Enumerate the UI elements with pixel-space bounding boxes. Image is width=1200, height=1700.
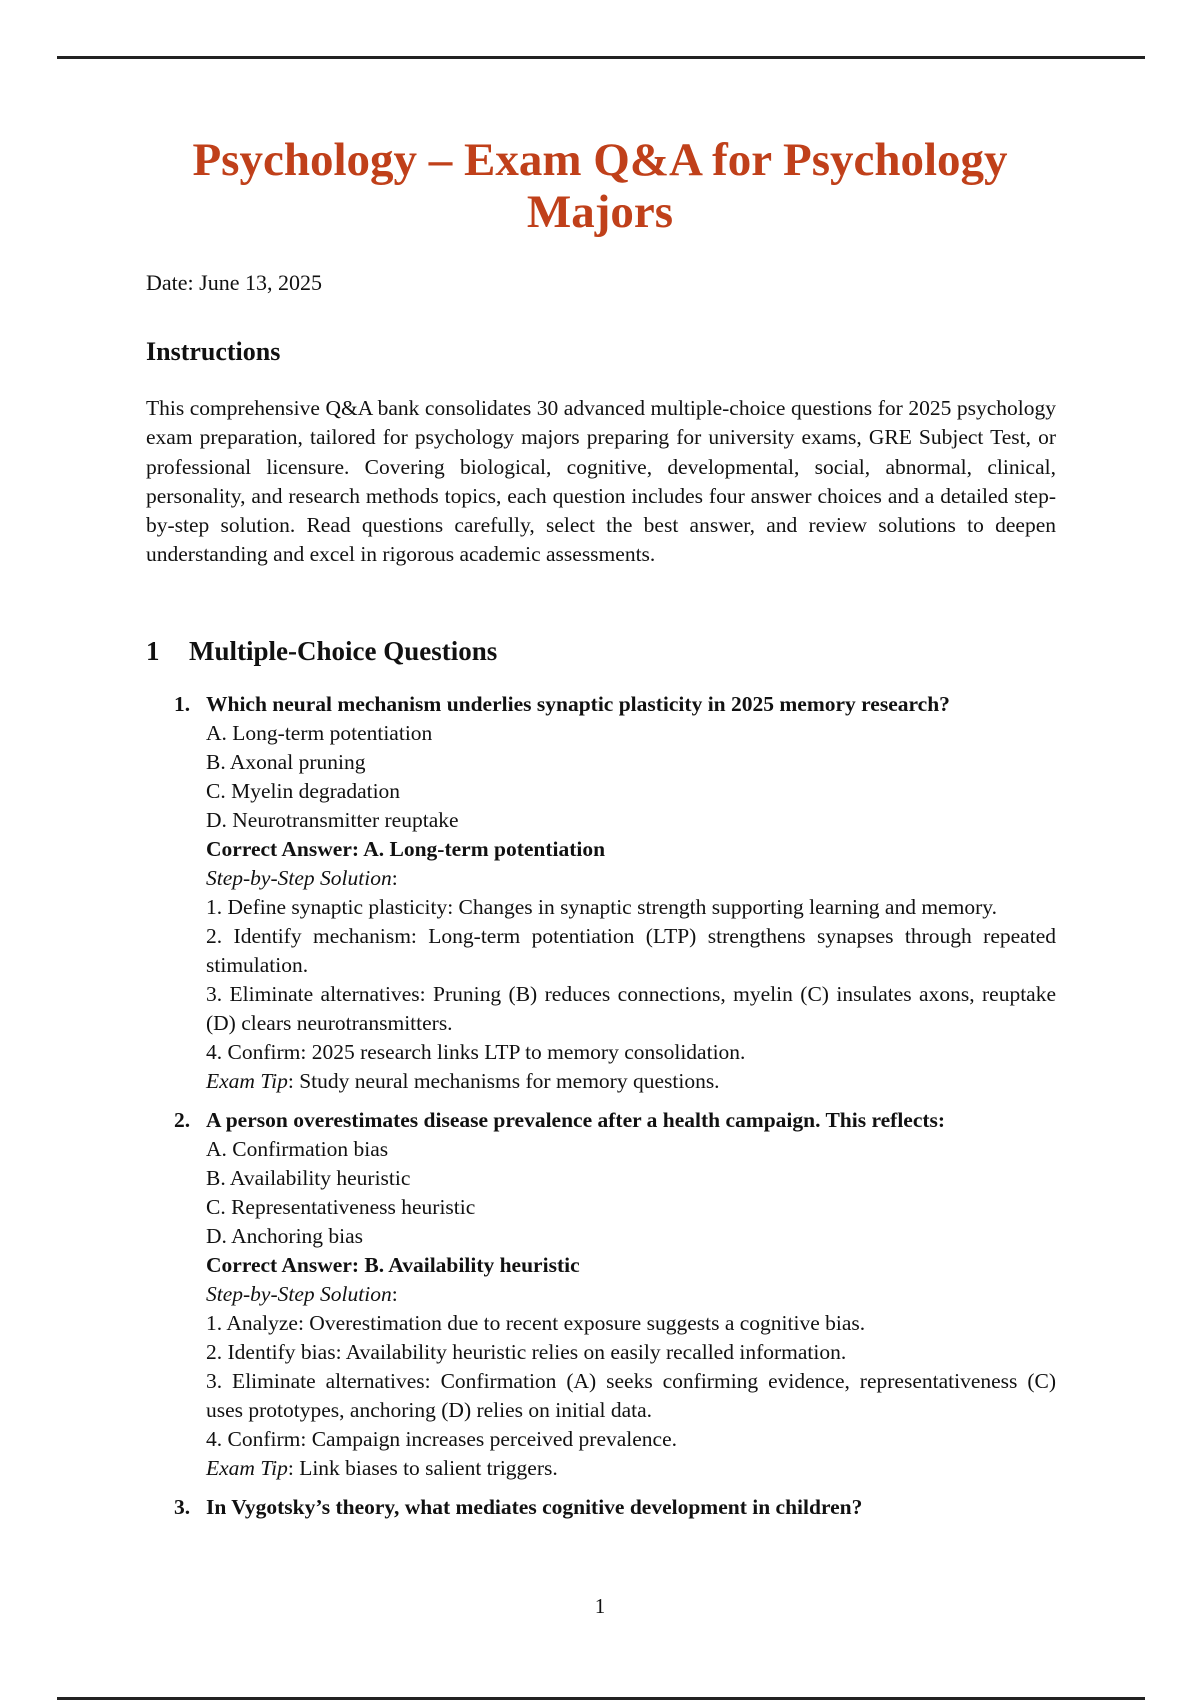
solution-step: 2. Identify bias: Availability heuristic relies on easily recalled information. <box>206 1340 847 1364</box>
question-item <box>146 1493 1056 1522</box>
answer-option: C. Myelin degradation <box>206 779 401 803</box>
question-text: In Vygotsky’s theory, what mediates cognitive development in children? <box>206 1495 863 1519</box>
answer-option: A. Confirmation bias <box>206 1137 389 1161</box>
exam-tip: Exam Tip: Study neural mechanisms for memory questions. <box>206 1069 720 1093</box>
question-number: 3. <box>174 1495 191 1519</box>
solution-step: 3. Eliminate alternatives: Confirmation (A) seeks confirming evidence, representativeness (C) uses prototypes, anchoring (D) relies on initial data. <box>206 1369 1056 1422</box>
answer-option: D. Anchoring bias <box>206 1224 364 1248</box>
instructions-paragraph: This comprehensive Q&A bank consolidates 30 advanced multiple-choice questions for 2025 psychology exam preparation, tailored for psychology majors preparing for university exams, GRE Subject Test, or professional licensure. Covering biological, cognitive, developmental, social, abnormal, clinical, personality, and research methods topics, each question includes four answer choices and a detailed step-by-step solution. Read questions carefully, select the best answer, and review solutions to deepen understanding and excel in rigorous academic assessments. <box>146 396 1056 567</box>
solution-label: Step-by-Step Solution <box>206 1282 392 1306</box>
solution-step: 4. Confirm: Campaign increases perceived prevalence. <box>206 1427 678 1451</box>
question-item <box>146 690 1056 1096</box>
correct-answer: Correct Answer: B. Availability heuristic <box>206 1253 580 1277</box>
solution-label: Step-by-Step Solution <box>206 866 392 890</box>
correct-answer: Correct Answer: A. Long-term potentiation <box>206 837 606 861</box>
header-rule <box>57 56 1145 59</box>
question-text: A person overestimates disease prevalence after a health campaign. This reflects: <box>206 1108 946 1132</box>
solution-heading: Step-by-Step Solution: <box>206 866 398 890</box>
solution-step: 1. Analyze: Overestimation due to recent exposure suggests a cognitive bias. <box>206 1311 866 1335</box>
solution-heading: Step-by-Step Solution: <box>206 1282 398 1306</box>
tip-label: Exam Tip <box>206 1456 288 1480</box>
question-number: 1. <box>174 692 191 716</box>
title-line-1: Psychology – Exam Q&A for Psychology <box>192 134 1008 186</box>
answer-option: D. Neurotransmitter reuptake <box>206 808 459 832</box>
answer-option: B. Availability heuristic <box>206 1166 411 1190</box>
solution-step: 2. Identify mechanism: Long-term potentiation (LTP) strengthens synapses through repeated stimulation. <box>206 924 1056 977</box>
question-list <box>146 690 1056 1532</box>
exam-tip: Exam Tip: Link biases to salient triggers. <box>206 1456 558 1480</box>
tip-text: Link biases to salient triggers. <box>299 1456 558 1480</box>
answer-option: C. Representativeness heuristic <box>206 1195 476 1219</box>
question-number: 2. <box>174 1108 191 1132</box>
solution-step: 3. Eliminate alternatives: Pruning (B) reduces connections, myelin (C) insulates axons, reuptake (D) clears neurotransmitters. <box>206 982 1056 1035</box>
answer-option: B. Axonal pruning <box>206 750 366 774</box>
document-title <box>0 134 1200 238</box>
tip-label: Exam Tip <box>206 1069 288 1093</box>
solution-step: 4. Confirm: 2025 research links LTP to memory consolidation. <box>206 1040 746 1064</box>
question-text: Which neural mechanism underlies synaptic plasticity in 2025 memory research? <box>206 692 950 716</box>
page-number: 1 <box>594 1594 606 1618</box>
title-line-2: Majors <box>526 186 674 238</box>
answer-option: A. Long-term potentiation <box>206 721 433 745</box>
solution-step: 1. Define synaptic plasticity: Changes in synaptic strength supporting learning and memory. <box>206 895 997 919</box>
section-heading <box>146 636 497 667</box>
instructions-heading: Instructions <box>146 337 281 366</box>
tip-text: Study neural mechanisms for memory questions. <box>299 1069 720 1093</box>
document-date: Date: June 13, 2025 <box>146 270 322 295</box>
section-number: 1 <box>146 636 160 666</box>
section-title: Multiple-Choice Questions <box>189 636 498 666</box>
question-item <box>146 1106 1056 1483</box>
